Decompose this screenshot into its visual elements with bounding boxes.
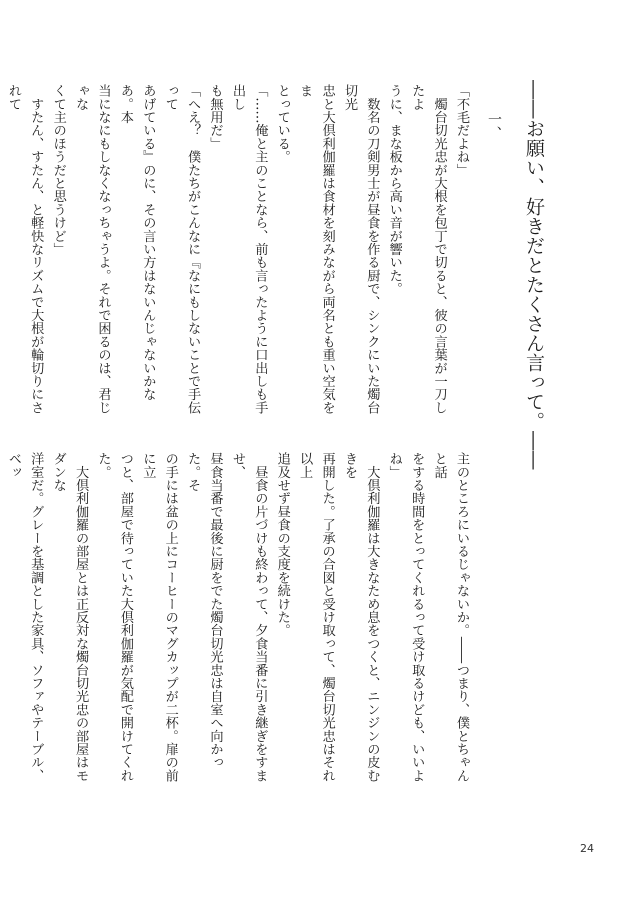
text-line: 数名の刀剣男士が昼食を作る厨で、シンクにいた燭台切光 [341,84,380,414]
section-number: 一、 [486,112,502,140]
text-line: 「へえ？ 僕たちがこんなに『なにもしないことで手伝って [162,84,201,414]
text-line: つと、部屋で待っていた大倶利伽羅が気配で開けてくれた。 [95,452,133,782]
text-line: くて主のほうだと思うけど」 [50,84,66,256]
text-line: 燭台切光忠が大根を包丁で切ると、彼の言葉が一刀したよ [409,84,447,414]
text-line: 当になにもしなくなっちゃうよ。それで困るのは、君じゃな [73,84,111,414]
text-line: あげている』のに、その言い方はないんじゃないかなあ。本 [117,84,156,401]
text-line: 大倶利伽羅は大きなため息をつくと、ニンジンの皮むきを [341,452,380,782]
text-line [0,84,1,424]
text-line: すたん、すたん、と軽快なリズムで大根が輪切りにされて [5,84,44,414]
text-line: 昼食の片づけも終わって、夕食当番に引き継ぎをすませ、 [229,452,268,782]
text-line: 主のところにいるじゃないか。――つまり、僕とちゃんと話 [431,452,469,782]
lower-text-block [5,452,472,792]
text-line: 追及せず昼食の支度を続けた。 [274,452,290,637]
text-line: うに、まな板から高い音が響いた。 [386,84,402,296]
text-line: 再開した。了承の合図と受け取って、燭台切光忠はそれ以上 [297,452,335,782]
page-number: 24 [580,842,594,855]
text-line: 忠と大倶利伽羅は食材を刻みながら両名とも重い空気をま [297,84,335,414]
text-line: 昼食当番で最後に厨をでた燭台切光忠は自室へ向かった。そ [185,452,223,769]
text-line: とっている。 [274,84,290,164]
text-line: も無用だ」 [207,84,223,150]
upper-text-block [5,84,472,424]
text-line: 「……俺と主のことなら、前も言ったように口出しも手出し [229,84,268,414]
text-line [0,452,1,792]
chapter-title: ――お願い、好きだとたくさん言って。―― [523,80,545,470]
text-line: 洋室だ。グレーを基調とした家具、ソファやテーブル、ベッ [5,452,44,782]
text-line: の手には盆の上にコーヒーのマグカップが二杯。扉の前に立 [140,452,178,782]
text-line: 大倶利伽羅の部屋とは正反対な燭台切光忠の部屋はモダンな [50,452,89,782]
text-line: をする時間をとってくれるって受け取るけども、いいよね」 [386,452,425,782]
text-line: 「不毛だよね」 [454,84,469,177]
